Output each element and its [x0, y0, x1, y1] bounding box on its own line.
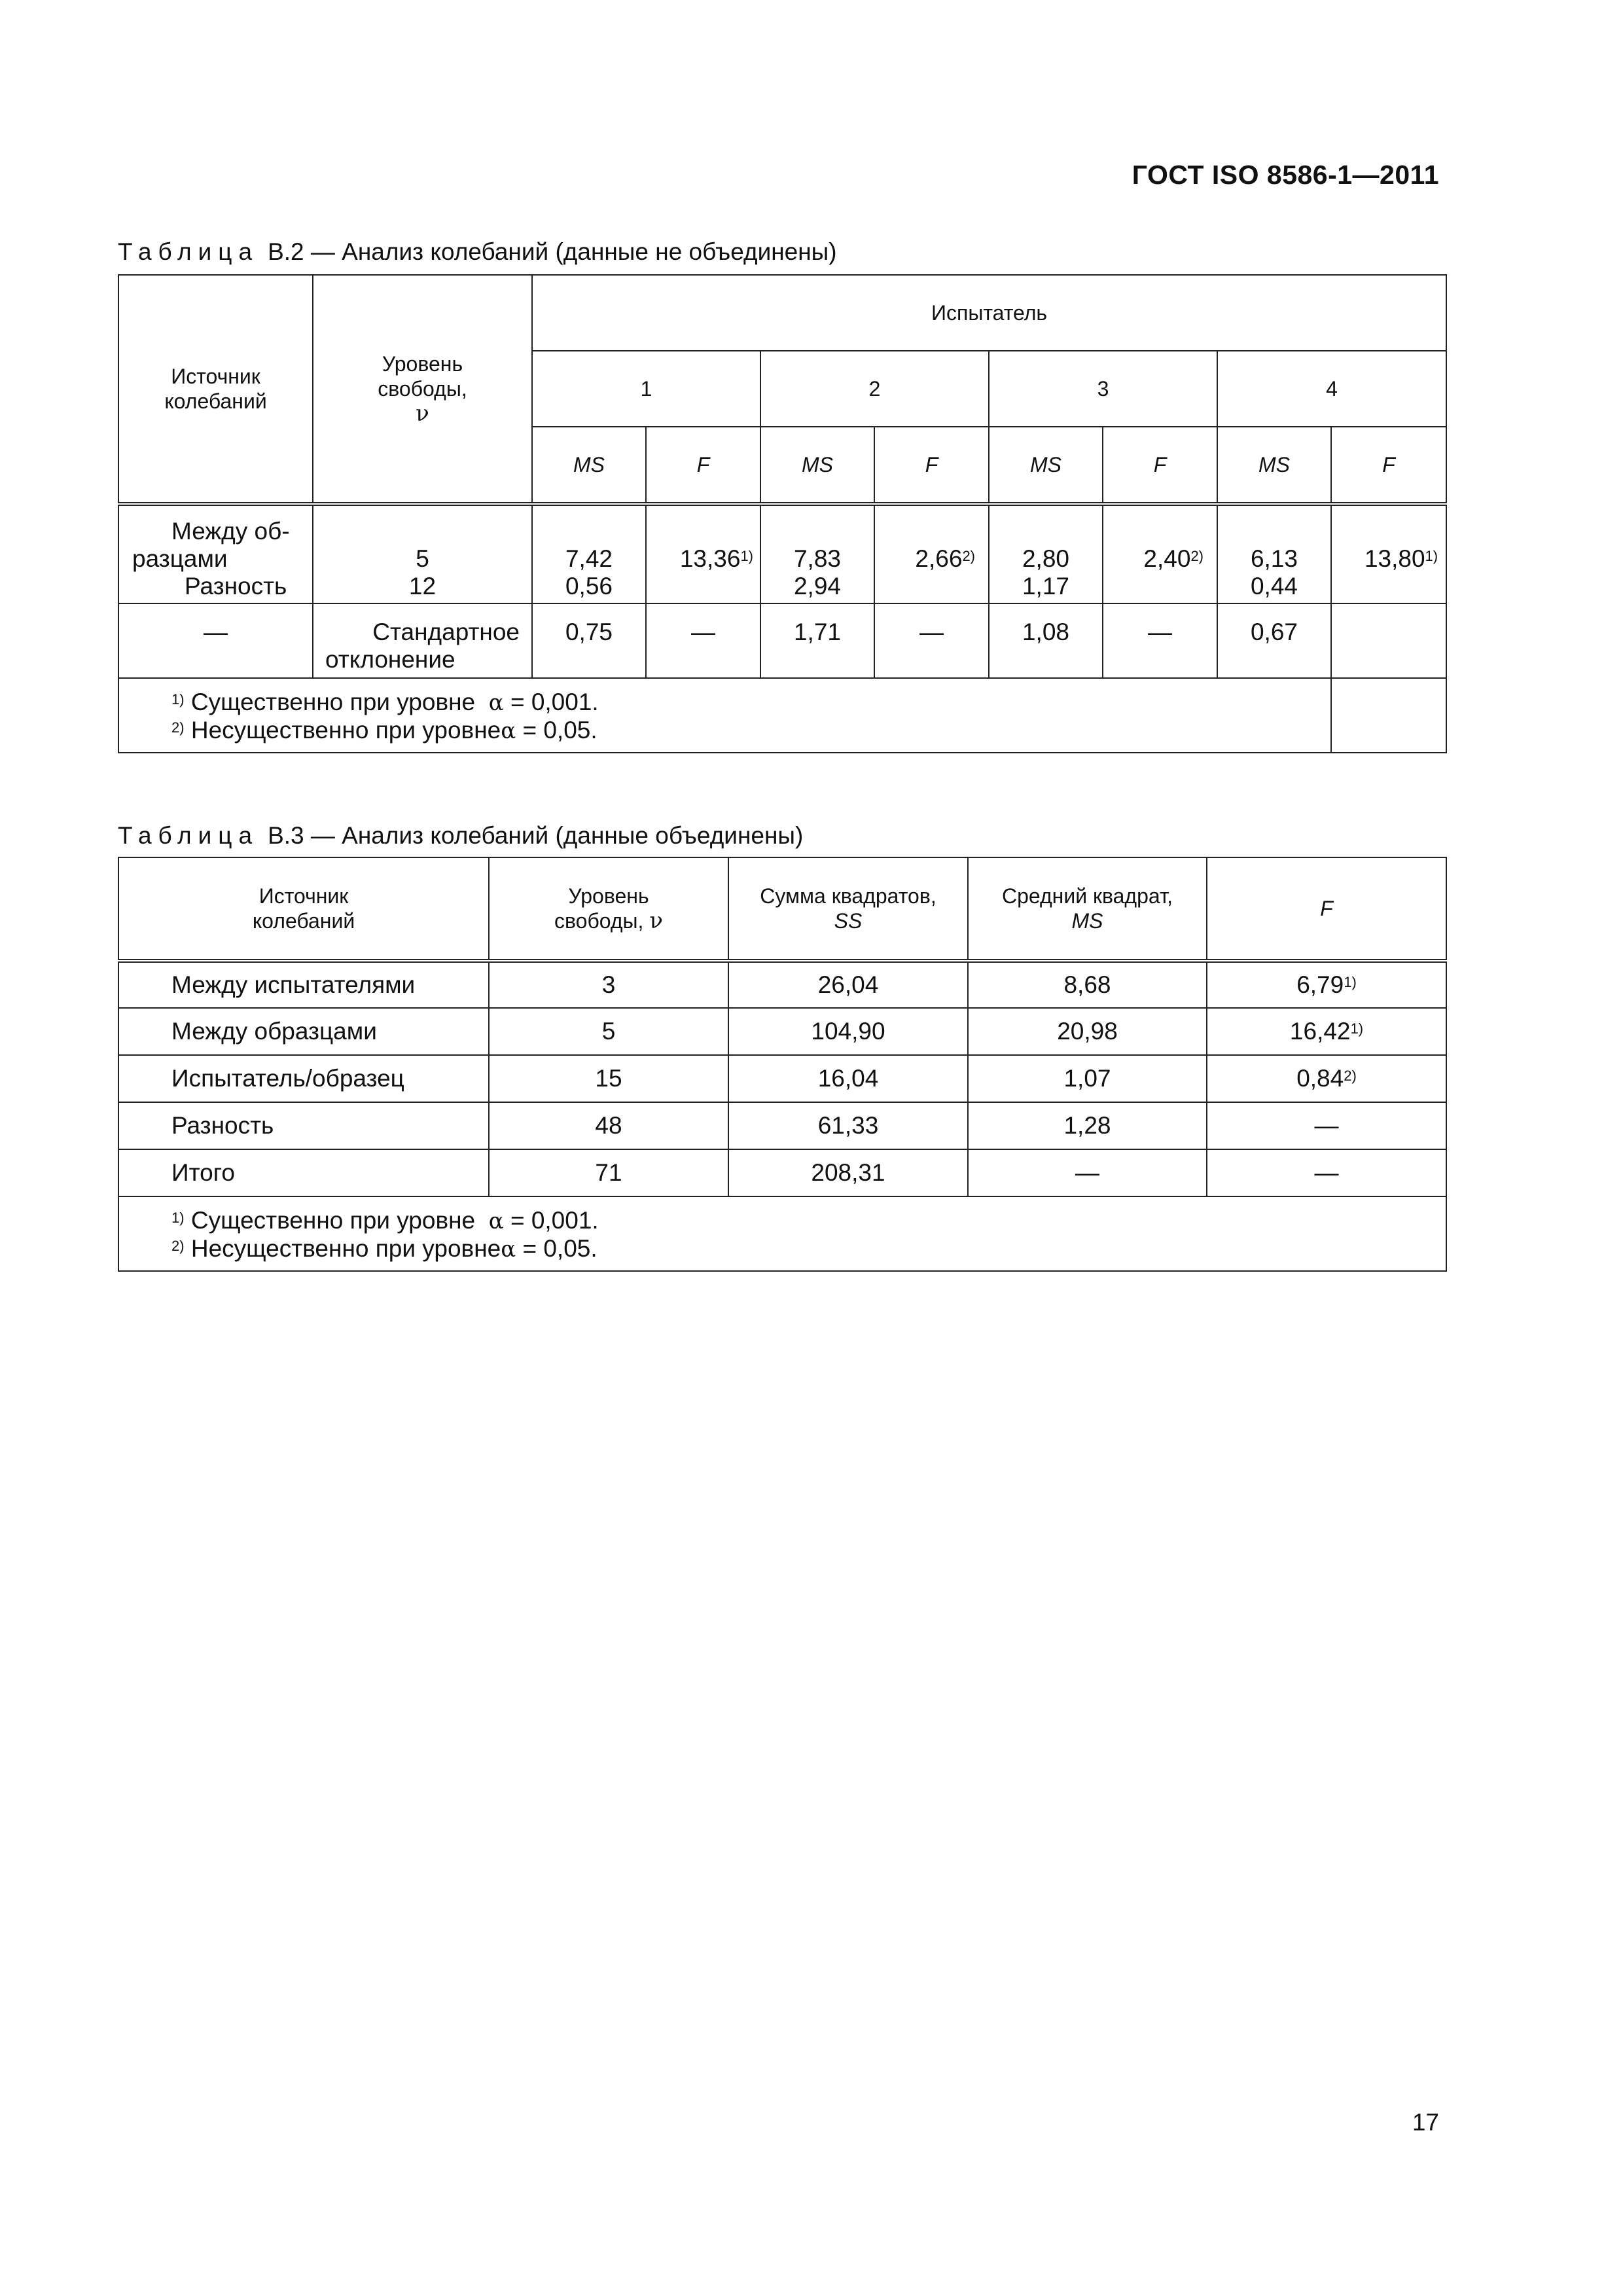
row-ms: 20,98 — [968, 1008, 1207, 1055]
table1-row1-dof: 5 12 — [313, 504, 532, 603]
f-header: F — [646, 427, 760, 504]
table2 — [118, 857, 1447, 1272]
table1-caption-prefix: Таблица — [118, 238, 259, 265]
row-ss: 26,04 — [728, 961, 968, 1008]
tester-1: 1 — [532, 351, 760, 427]
sd-value: 0,67 — [1217, 603, 1331, 678]
sd-empty — [1331, 603, 1446, 678]
row-dof: 71 — [489, 1149, 728, 1196]
row-ss: 104,90 — [728, 1008, 968, 1055]
footnote-1: $^{1)}$ Существенно при уровне α = 0,001. — [171, 1207, 599, 1234]
ms-header: MS — [1217, 427, 1331, 504]
row-source: Разность — [118, 1102, 489, 1149]
row-source: Итого — [118, 1149, 489, 1196]
sd-dash: — — [646, 603, 760, 678]
table1-footnote-empty-cell — [1331, 678, 1446, 753]
footnote-2: $^{2)}$ Несущественно при уровнеα = 0,05. — [171, 1235, 597, 1263]
row-f: — — [1207, 1102, 1446, 1149]
table1 — [118, 274, 1447, 753]
table1-header-source: Источник колебаний — [118, 275, 313, 504]
table2-header-source: Источник колебаний — [118, 857, 489, 961]
table1-header-dof: Уровень свободы, ν — [313, 275, 532, 504]
row-ms: — — [968, 1149, 1207, 1196]
ms-value: 2,80 1,17 — [989, 504, 1103, 603]
f-header: F — [1331, 427, 1446, 504]
ms-value: 7,42 0,56 — [532, 504, 646, 603]
f-header: F — [1103, 427, 1217, 504]
f-header: F — [874, 427, 989, 504]
table1-caption-text: В.2 — Анализ колебаний (данные не объединены) — [268, 238, 837, 265]
table2-header-f: F — [1207, 857, 1446, 961]
table2-caption — [118, 822, 803, 850]
row-source: Между испытателями — [118, 961, 489, 1008]
sd-value: 1,71 — [760, 603, 874, 678]
row-source: Между образцами — [118, 1008, 489, 1055]
row-dof: 3 — [489, 961, 728, 1008]
table2-caption-prefix: Таблица — [118, 822, 259, 849]
f-value: 13,80$^{1)}$ — [1331, 504, 1446, 603]
row-ss: 61,33 — [728, 1102, 968, 1149]
f-value: 2,40$^{2)}$ — [1103, 504, 1217, 603]
sd-value: 1,08 — [989, 603, 1103, 678]
tester-4: 4 — [1217, 351, 1446, 427]
row-f: 6,79$^{1)}$ — [1207, 961, 1446, 1008]
table1-footnotes — [118, 678, 1331, 753]
row-dof: 15 — [489, 1055, 728, 1102]
table-row — [118, 1055, 1446, 1102]
tester-3: 3 — [989, 351, 1217, 427]
table-row — [118, 961, 1446, 1008]
ms-header: MS — [760, 427, 874, 504]
document-id: ГОСТ ISO 8586-1—2011 — [1132, 160, 1439, 190]
row-source: Испытатель/образец — [118, 1055, 489, 1102]
sd-dash: — — [874, 603, 989, 678]
table1-header-tester: Испытатель — [532, 275, 1446, 351]
row-ms: 1,28 — [968, 1102, 1207, 1149]
footnote-1: $^{1)}$ Существенно при уровне α = 0,001. — [171, 689, 599, 716]
page-number: 17 — [1412, 2109, 1439, 2136]
row-dof: 5 — [489, 1008, 728, 1055]
table1-row1-source: Между об- разцами Разность — [118, 504, 313, 603]
table2-footnotes — [118, 1196, 1446, 1271]
sd-dash: — — [1103, 603, 1217, 678]
row-f: 16,42$^{1)}$ — [1207, 1008, 1446, 1055]
table-row — [118, 1149, 1446, 1196]
row-ss: 208,31 — [728, 1149, 968, 1196]
table2-header-ms: Средний квадрат, MS — [968, 857, 1207, 961]
ms-header: MS — [532, 427, 646, 504]
table2-header-ss: Сумма квадратов, SS — [728, 857, 968, 961]
table2-header-dof: Уровень свободы, ν — [489, 857, 728, 961]
table1-row2-label: Стандартное отклонение — [313, 603, 532, 678]
sd-value: 0,75 — [532, 603, 646, 678]
ms-header: MS — [989, 427, 1103, 504]
row-ss: 16,04 — [728, 1055, 968, 1102]
table1-caption — [118, 238, 837, 266]
row-ms: 1,07 — [968, 1055, 1207, 1102]
row-f: — — [1207, 1149, 1446, 1196]
ms-value: 7,83 2,94 — [760, 504, 874, 603]
row-dof: 48 — [489, 1102, 728, 1149]
row-ms: 8,68 — [968, 961, 1207, 1008]
ms-value: 6,13 0,44 — [1217, 504, 1331, 603]
table-row — [118, 1102, 1446, 1149]
f-value: 13,36$^{1)}$ — [646, 504, 760, 603]
row-f: 0,84$^{2)}$ — [1207, 1055, 1446, 1102]
tester-2: 2 — [760, 351, 989, 427]
f-value: 2,66$^{2)}$ — [874, 504, 989, 603]
table-row — [118, 1008, 1446, 1055]
table1-row2-source: — — [118, 603, 313, 678]
footnote-2: $^{2)}$ Несущественно при уровнеα = 0,05. — [171, 717, 597, 744]
table2-caption-text: В.3 — Анализ колебаний (данные объединены) — [268, 822, 804, 849]
